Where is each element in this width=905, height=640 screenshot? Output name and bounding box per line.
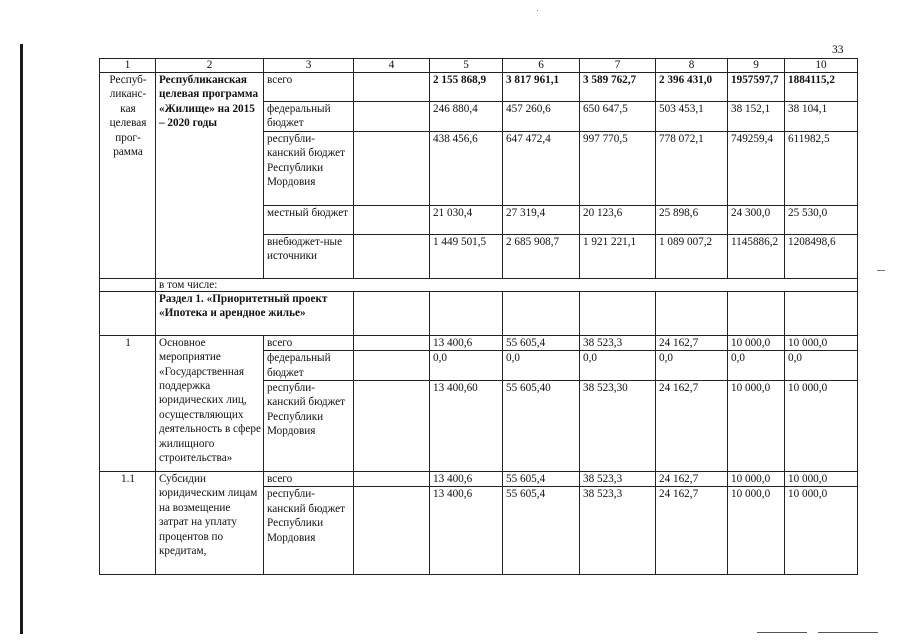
column-header: 7 [580,59,656,73]
value-cell: 24 162,7 [656,381,728,472]
empty-cell [354,472,430,487]
funding-source: федеральный бюджет [264,351,354,381]
funding-source: всего [264,472,354,487]
value-cell: 25 898,6 [656,205,728,234]
funding-source: внебюджет-ные источники [264,234,354,278]
value-cell: 24 162,7 [656,335,728,350]
value-cell: 0,0 [728,351,785,381]
empty-cell [354,102,430,132]
value-cell: 13 400,6 [430,335,503,350]
value-cell: 13 400,6 [430,472,503,487]
funding-source: республи-канский бюджет Республики Мордовия [264,381,354,472]
empty-cell [656,291,728,335]
value-cell: 2 685 908,7 [503,234,580,278]
column-header: 2 [156,59,264,73]
value-cell: 650 647,5 [580,102,656,132]
value-cell: 24 162,7 [656,472,728,487]
empty-cell [354,381,430,472]
scan-speck [877,270,885,271]
value-cell: 55 605,4 [503,487,580,575]
budget-table [99,58,858,575]
empty-cell [503,291,580,335]
empty-cell [354,335,430,350]
value-cell: 0,0 [785,351,858,381]
empty-cell [354,351,430,381]
value-cell: 38 523,3 [580,487,656,575]
value-cell: 24 162,7 [656,487,728,575]
value-cell: 38 152,1 [728,102,785,132]
empty-cell [785,291,858,335]
funding-source: республи-канский бюджет Республики Мордовия [264,487,354,575]
scan-edge-bar [20,44,23,634]
value-cell: 1 921 221,1 [580,234,656,278]
funding-source: всего [264,73,354,102]
page-number: 33 [832,44,844,56]
value-cell: 10 000,0 [785,335,858,350]
table-row [100,291,858,335]
value-cell: 0,0 [656,351,728,381]
empty-cell [354,73,430,102]
funding-source: местный бюджет [264,205,354,234]
measure-name: Основное мероприятие «Государственная поддержка юридических лиц, осуществляющих деятельность в сфере жилищного строительства» [156,335,264,471]
column-header: 3 [264,59,354,73]
value-cell: 2 155 868,9 [430,73,503,102]
empty-cell [354,487,430,575]
value-cell: 24 300,0 [728,205,785,234]
value-cell: 611982,5 [785,131,858,205]
empty-cell [354,205,430,234]
value-cell: 3 817 961,1 [503,73,580,102]
column-header: 8 [656,59,728,73]
value-cell: 0,0 [503,351,580,381]
value-cell: 38 523,3 [580,335,656,350]
value-cell: 2 396 431,0 [656,73,728,102]
value-cell: 997 770,5 [580,131,656,205]
funding-source: всего [264,335,354,350]
scan-line [757,632,807,633]
column-number-row [100,59,858,73]
value-cell: 13 400,60 [430,381,503,472]
value-cell: 21 030,4 [430,205,503,234]
empty-cell [430,291,503,335]
column-header: 1 [100,59,156,73]
scan-speck [537,10,538,11]
funding-source: федеральный бюджет [264,102,354,132]
column-header: 9 [728,59,785,73]
value-cell: 1208498,6 [785,234,858,278]
value-cell: 503 453,1 [656,102,728,132]
program-name-cell: Республиканская целевая программа «Жилище» на 2015 – 2020 годы [156,73,264,279]
value-cell: 1884115,2 [785,73,858,102]
column-header: 4 [354,59,430,73]
empty-cell [100,278,156,291]
value-cell: 749259,4 [728,131,785,205]
column-header: 6 [503,59,580,73]
empty-cell [354,234,430,278]
value-cell: 10 000,0 [785,472,858,487]
funding-source: республи-канский бюджет Республики Мордовия [264,131,354,205]
value-cell: 38 523,3 [580,472,656,487]
program-type-cell: Респуб-ликанс-кая целевая прог-рамма [100,73,156,279]
value-cell: 0,0 [580,351,656,381]
empty-cell [580,291,656,335]
table-row [100,335,858,350]
value-cell: 38 523,30 [580,381,656,472]
column-header: 10 [785,59,858,73]
column-header: 5 [430,59,503,73]
value-cell: 647 472,4 [503,131,580,205]
value-cell: 1 089 007,2 [656,234,728,278]
value-cell: 10 000,0 [728,381,785,472]
value-cell: 246 880,4 [430,102,503,132]
value-cell: 10 000,0 [728,335,785,350]
table-row [100,73,858,102]
value-cell: 55 605,40 [503,381,580,472]
value-cell: 1145886,2 [728,234,785,278]
empty-cell [354,131,430,205]
value-cell: 457 260,6 [503,102,580,132]
value-cell: 0,0 [430,351,503,381]
value-cell: 27 319,4 [503,205,580,234]
table-row [100,472,858,487]
scan-line [818,632,878,633]
value-cell: 13 400,6 [430,487,503,575]
section-title: Раздел 1. «Приоритетный проект «Ипотека и арендное жилье» [156,291,354,335]
value-cell: 778 072,1 [656,131,728,205]
including-label: в том числе: [156,278,858,291]
row-number: 1 [100,335,156,471]
value-cell: 55 605,4 [503,472,580,487]
value-cell: 1 449 501,5 [430,234,503,278]
row-number: 1.1 [100,472,156,575]
value-cell: 10 000,0 [785,381,858,472]
value-cell: 38 104,1 [785,102,858,132]
value-cell: 438 456,6 [430,131,503,205]
value-cell: 1957597,7 [728,73,785,102]
table-row [100,278,858,291]
value-cell: 25 530,0 [785,205,858,234]
empty-cell [728,291,785,335]
value-cell: 55 605,4 [503,335,580,350]
value-cell: 3 589 762,7 [580,73,656,102]
value-cell: 20 123,6 [580,205,656,234]
measure-name: Субсидии юридическим лицам на возмещение затрат на уплату процентов по кредитам, [156,472,264,575]
empty-cell [100,291,156,335]
empty-cell [354,291,430,335]
value-cell: 10 000,0 [728,487,785,575]
value-cell: 10 000,0 [728,472,785,487]
value-cell: 10 000,0 [785,487,858,575]
